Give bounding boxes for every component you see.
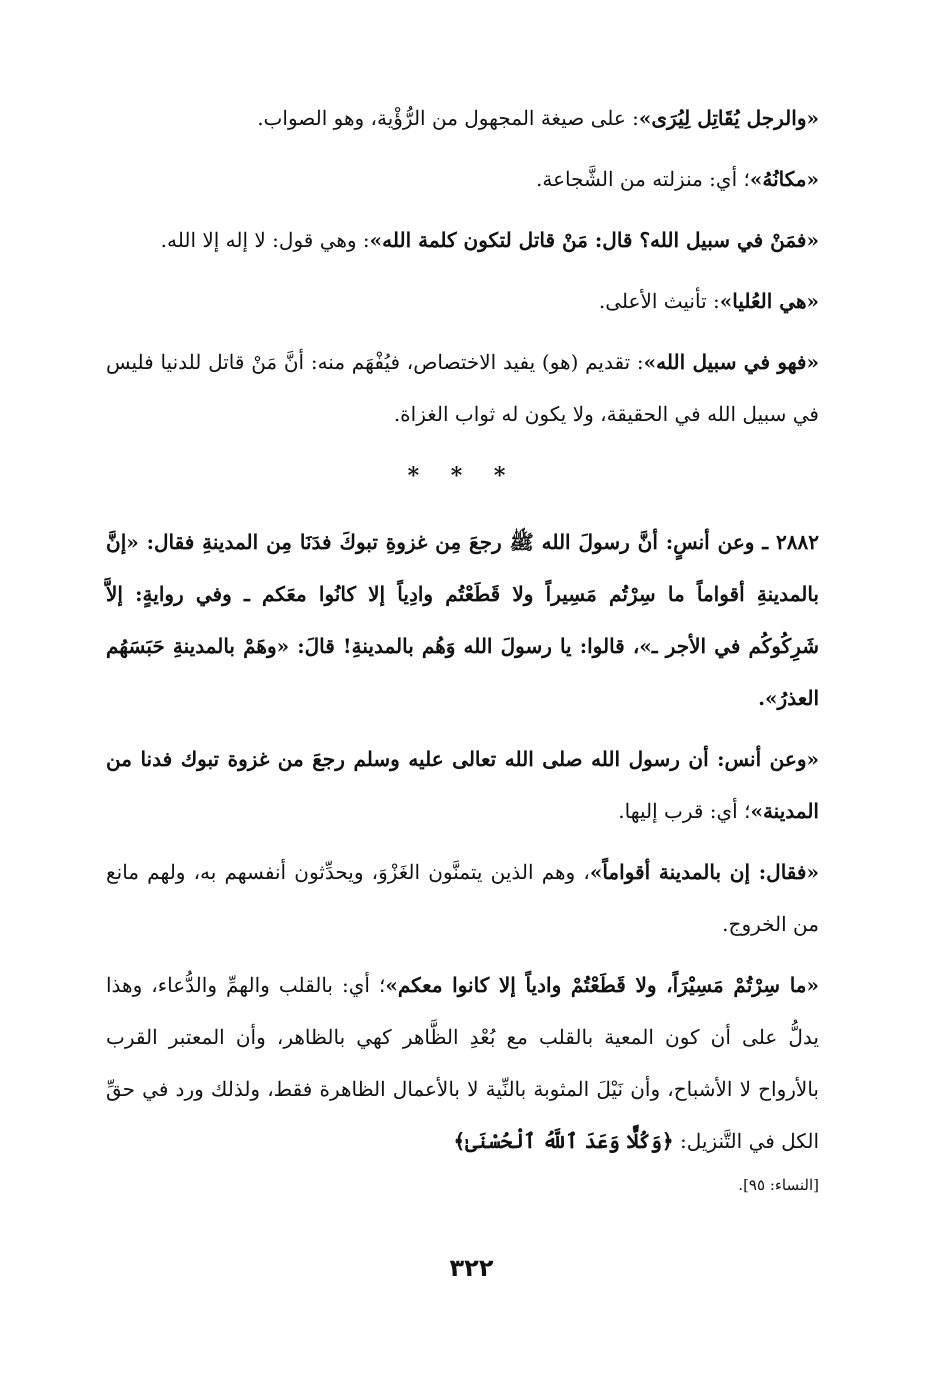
quote-bold: «وعن أنس: أن رسول الله صلى الله تعالى عليه وسلم رجعَ من غزوة تبوك فدنا من المدينة» [106,747,819,823]
paragraph-5 [106,336,819,440]
paragraph-3 [106,214,819,266]
commentary-1 [106,733,819,837]
gloss-text: ، وهم الذين يتمنَّون الغَزْوَ، ويحدِّثون أنفسهم به، ولهم مانع من الخروج. [106,860,819,936]
page-number: ٣٢٢ [449,1254,494,1282]
quote-bold: «هي العُليا» [719,289,819,313]
paragraph-2 [106,153,819,205]
commentary-3 [106,959,819,1167]
gloss-text: : على صيغة المجهول من الرُّؤْية، وهو الصواب. [257,106,639,130]
quote-bold: «فقال: إن بالمدينة أقواماً» [589,860,819,884]
hadith-text: ـ وعن أنسٍ: أنَّ رسولَ الله ﷺ رجعَ مِن غزوةِ تبوكَ فدَنَا مِن المدينةِ فقال: «إنَّ بالمدينةِ أقواماً ما سِرْتُم مَسِيراً ولا قَطَعْتُم وادِياً إلا كانُوا معَكم ـ وفي روايةٍ: إلاَّ شَرِكُوكُم في الأجر ـ»، قالوا: يا رسولَ الله وَهُم بالمدينةِ! قالَ: «وهَمْ بالمدينةِ حَبَسَهُم العذرُ». [106,530,819,710]
paragraph-1 [106,92,819,144]
quote-bold: «فهو في سبيل الله» [643,350,819,374]
gloss-text: : تأنيث الأعلى. [598,289,720,313]
gloss-text: ؛ أي: منزلته من الشَّجاعة. [536,167,750,191]
hadith-number: ٢٨٨٢ [776,530,819,554]
commentary-2 [106,846,819,950]
section-separator: * * * [407,463,518,489]
gloss-text: ؛ أي: بالقلب والهمِّ والدُّعاء، وهذا يدلُّ على أن كون المعية بالقلب مع بُعْدِ الظَّاهر كهي بالظاهر، وأن المعتبر القرب بالأرواح لا الأشباح، وأن نَيْلَ المثوبة بالنِّية لا بالأعمال الظاهرة فقط، ولذلك ورد في حقِّ الكل في التَّنزيل: [106,973,819,1153]
gloss-text: ؛ أي: قرب إليها. [618,799,751,823]
quote-bold: «مكانُهُ» [749,167,819,191]
paragraph-4 [106,275,819,327]
gloss-text: : تقديم (هو) يفيد الاختصاص، فيُفْهَم منه: أنَّ مَنْ قاتل للدنيا فليس في سبيل الله في الحقيقة، ولا يكون له ثواب الغزاة. [106,350,819,426]
gloss-text: : وهي قول: لا إله إلا الله. [160,228,370,252]
quote-bold: «ما سِرْتُمْ مَسِيْرَاً، ولا قَطَعْتُمْ وادياً إلا كانوا معكم» [385,973,819,997]
quran-verse: ﴿وَكُلًّا وَعَدَ ٱللَّهُ ٱلْحُسْنَىٰ﴾ [453,1129,674,1153]
hadith-paragraph [106,516,819,724]
verse-citation: [النساء: ٩٥]. [738,1176,819,1194]
quote-bold: «فمَنْ في سبيل الله؟ قال: مَنْ قاتل لتكون كلمة الله» [369,228,819,252]
quote-bold: «والرجل يُقَاتِل لِيُرَى» [638,106,819,130]
